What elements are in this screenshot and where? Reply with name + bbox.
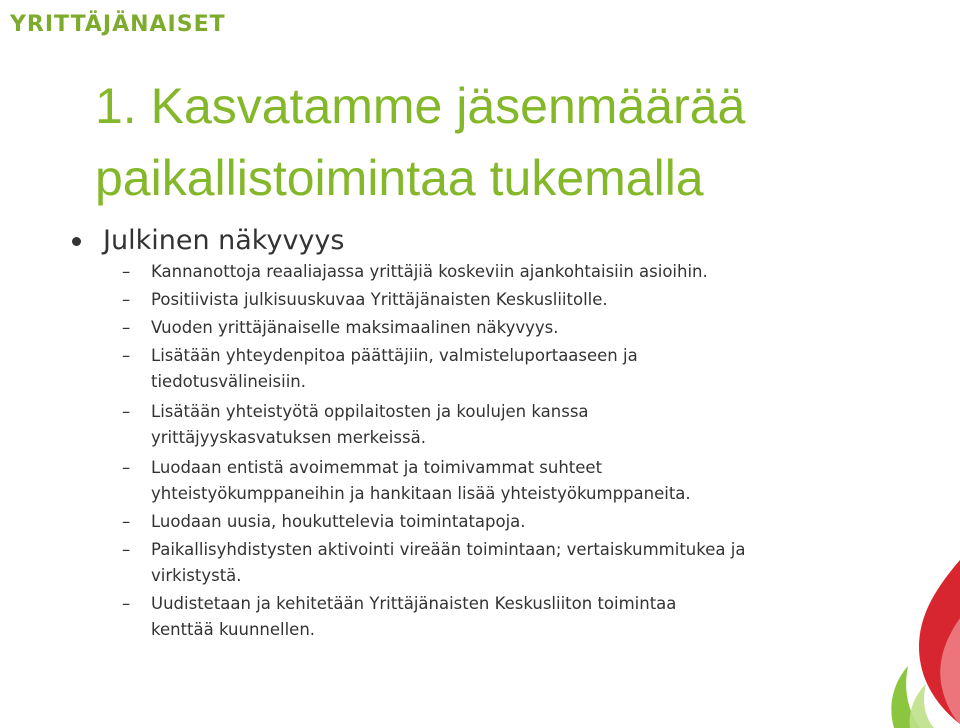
dash-icon: – bbox=[122, 594, 131, 613]
dash-icon: – bbox=[122, 540, 131, 559]
sub-bullet-text: Vuoden yrittäjänaiselle maksimaalinen näkyvyys. bbox=[151, 318, 559, 337]
sub-bullet-text: Positiivista julkisuuskuvaa Yrittäjänaisten Keskusliitolle. bbox=[151, 290, 608, 309]
sub-bullet-9 bbox=[122, 591, 882, 643]
sub-bullet-text: Uudistetaan ja kehitetään Yrittäjänaisten Keskusliiton toimintaa kenttää kuunnellen. bbox=[151, 594, 677, 639]
dash-icon: – bbox=[122, 512, 131, 531]
dash-icon: – bbox=[122, 262, 131, 281]
flame-logo-icon bbox=[880, 558, 960, 728]
sub-bullet-7 bbox=[122, 509, 882, 535]
dash-icon: – bbox=[122, 346, 131, 365]
sub-bullet-text: Lisätään yhteistyötä oppilaitosten ja koulujen kanssa yrittäjyyskasvatuksen merkeissä. bbox=[151, 402, 589, 447]
sub-bullet-text: Lisätään yhteydenpitoa päättäjiin, valmisteluportaaseen ja tiedotusvälineisiin. bbox=[151, 346, 638, 391]
sub-bullet-text: Luodaan uusia, houkuttelevia toimintatapoja. bbox=[151, 512, 526, 531]
main-bullet-text: Julkinen näkyvyys bbox=[103, 225, 345, 256]
sub-bullet-text: Paikallisyhdistysten aktivointi vireään toimintaan; vertaiskummitukea ja virkistystä. bbox=[151, 540, 746, 585]
dash-icon: – bbox=[122, 318, 131, 337]
dash-icon: – bbox=[122, 290, 131, 309]
sub-bullet-4 bbox=[122, 343, 882, 395]
sub-bullet-text: Kannanottoja reaaliajassa yrittäjiä koskeviin ajankohtaisiin asioihin. bbox=[151, 262, 708, 281]
flame-green-light-shape bbox=[910, 684, 934, 728]
brand-logo: YRITTÄJÄNAISET bbox=[10, 12, 226, 37]
sub-bullet-6 bbox=[122, 455, 882, 507]
sub-bullet-1 bbox=[122, 259, 882, 285]
main-bullet bbox=[72, 222, 344, 260]
sub-bullet-3 bbox=[122, 315, 882, 341]
dash-icon: – bbox=[122, 402, 131, 421]
bullet-dot-icon bbox=[72, 237, 81, 246]
sub-bullet-5 bbox=[122, 399, 882, 451]
sub-bullet-text: Luodaan entistä avoimemmat ja toimivammat suhteet yhteistyökumppaneihin ja hankitaan lisää yhteistyökumppaneita. bbox=[151, 458, 691, 503]
dash-icon: – bbox=[122, 458, 131, 477]
sub-bullet-8 bbox=[122, 537, 882, 589]
sub-bullet-2 bbox=[122, 287, 882, 313]
slide-title: 1. Kasvatamme jäsenmäärää paikallistoimintaa tukemalla bbox=[95, 78, 746, 206]
